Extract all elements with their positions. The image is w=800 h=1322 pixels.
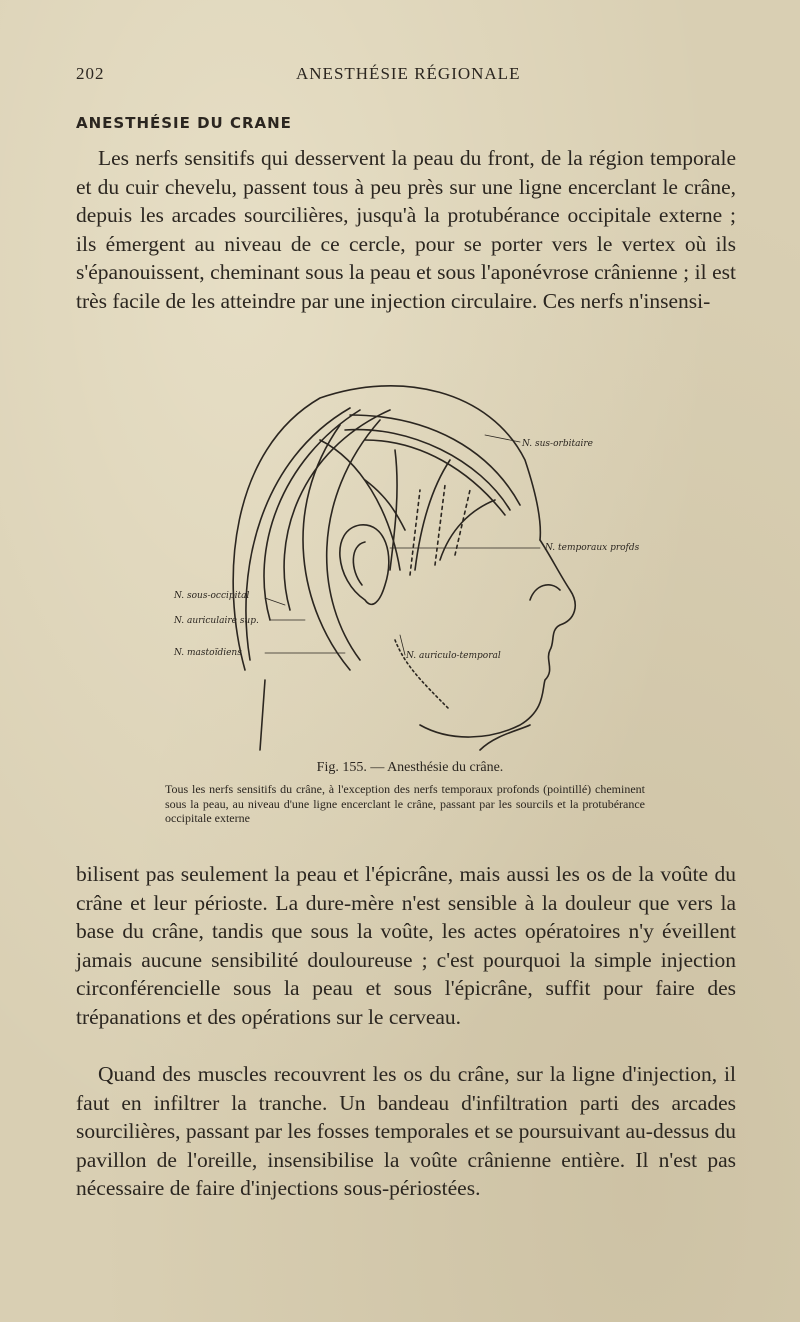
label-sous-occipital: N. sous-occipital (174, 591, 250, 601)
nerve-branch (440, 500, 495, 560)
face-profile (420, 540, 575, 737)
label-auriculaire-sup: N. auriculaire sup. (174, 616, 259, 626)
paragraph-1 (76, 144, 736, 316)
ear (340, 525, 389, 605)
deep-temporal-nerve (410, 490, 420, 575)
page-number: 202 (76, 64, 105, 83)
ear-inner (353, 542, 365, 585)
hair-strand (246, 408, 350, 660)
page-header (76, 64, 736, 88)
label-temporaux-profonds: N. temporaux profds (545, 543, 640, 553)
paragraph-3-text: Quand des muscles recouvrent les os du crâne, sur la ligne d'injection, il faut en infiltrer la tranche. Un bandeau d'infiltration parti des arcades sourcilières, passant par les fosses temporales et se poursuivant au-dessus du pavillon de l'oreille, insensibilise la voûte crânienne entière. Il n'est pas nécessaire de faire d'injections sous-périostées. (76, 1062, 736, 1201)
running-title: ANESTHÉSIE RÉGIONALE (296, 64, 521, 83)
head-drawing (150, 380, 670, 760)
paragraph-1-text: Les nerfs sensitifs qui desservent la peau du front, de la région temporale et du cuir chevelu, passent tous à peu près sur une ligne encerclant le crâne, depuis les arcades sourcilières, jusqu'à la protubérance occipitale externe ; ils émergent au niveau de ce cercle, pour se porter vers le vertex où ils s'épanouissent, cheminant sous la peau et sous l'aponévrose crânienne ; il est très facile de les atteindre par une injection circulaire. Ces nerfs n'insensi- (76, 146, 736, 313)
label-sus-orbitaire: N. sus-orbitaire (522, 439, 593, 449)
jaw-line (480, 725, 530, 750)
nerve-branch (415, 460, 450, 570)
hair-strand (327, 420, 380, 660)
hair-strand (345, 430, 510, 510)
paragraph-2 (76, 860, 736, 1032)
section-title: ANESTHÉSIE DU CRANE (76, 114, 292, 132)
nose-line (530, 585, 560, 600)
paragraph-2-text: bilisent pas seulement la peau et l'épicrâne, mais aussi les os de la voûte du crâne et leur périoste. La dure-mère n'est sensible à la douleur que vers la base du crâne, tandis que sous la voûte, les actes opératoires n'y éveillent jamais aucune sensibilité douloureuse ; c'est pourquoi la simple injection circonférencielle sous la peau et sous l'épicrâne, suffit pour faire des trépanations et des opérations sur le cerveau. (76, 862, 736, 1029)
head-nerve-illustration (150, 380, 670, 760)
figure-caption-title: Fig. 155. — Anesthésie du crâne. (316, 760, 504, 775)
hair-strand (350, 415, 520, 505)
figure-caption-body: Tous les nerfs sensitifs du crâne, à l'exception des nerfs temporaux profonds (pointillé) cheminent sous la peau, au niveau d'une ligne encerclant le crâne, passant par les sourcils et la protubérance occipitale externe (165, 782, 645, 825)
nerve-branch (365, 480, 405, 530)
paragraph-3 (76, 1060, 736, 1203)
leader-line (400, 635, 405, 655)
label-mastoidiens: N. mastoïdiens (174, 648, 242, 658)
neck-line (260, 680, 265, 750)
scalp-outline (233, 386, 540, 670)
hair-strand (264, 410, 360, 620)
leader-line (265, 598, 285, 605)
leader-line (485, 435, 520, 442)
label-auriculo-temporal: N. auriculo-temporal (406, 651, 501, 661)
deep-temporal-nerve (435, 485, 445, 565)
